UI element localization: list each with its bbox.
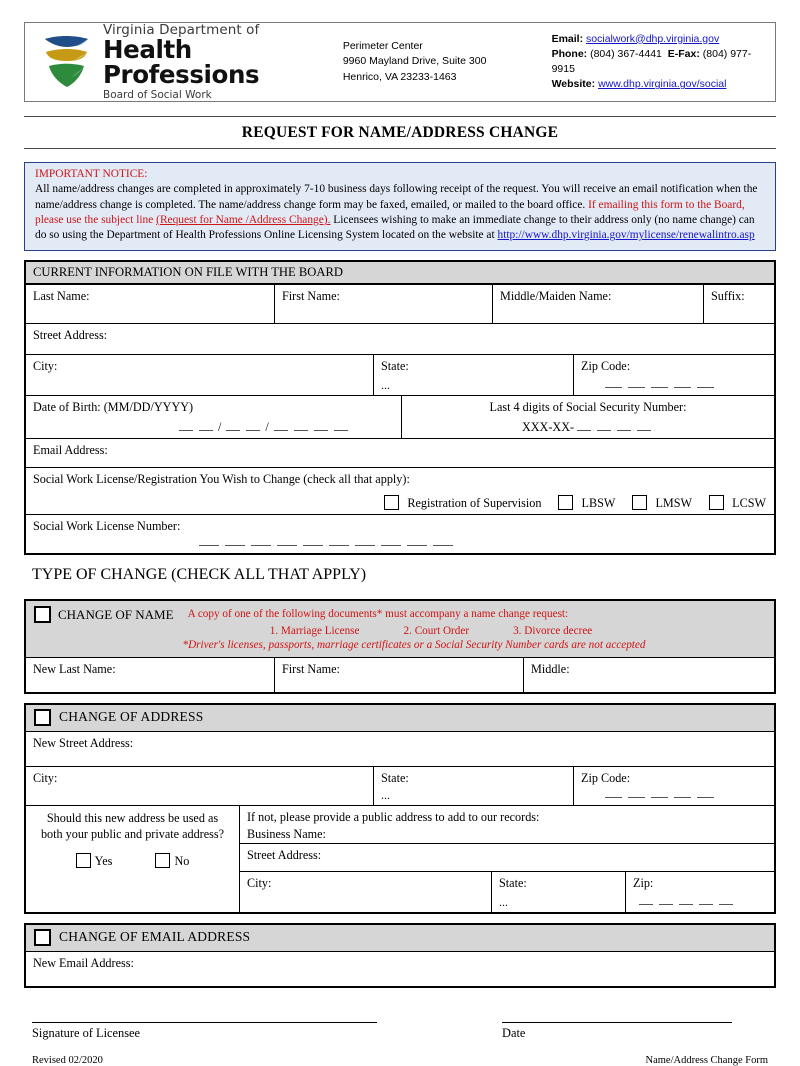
public-city-state-zip-row	[240, 872, 774, 912]
date-of-birth-label: Date of Birth: (MM/DD/YYYY)	[33, 399, 194, 414]
checkbox-lbsw[interactable]	[558, 495, 573, 510]
email-link[interactable]: socialwork@dhp.virginia.gov	[586, 32, 720, 45]
checkbox-change-of-email[interactable]	[34, 929, 51, 946]
form-name-footer: Name/Address Change Form	[645, 1054, 768, 1066]
agency-logo	[27, 21, 343, 101]
ssn-label: Last 4 digits of Social Security Number:	[489, 399, 687, 414]
public-state-label: State:	[499, 875, 527, 890]
public-street-address-field[interactable]	[240, 844, 774, 872]
license-type-row	[26, 468, 774, 515]
address-line-2: 9960 Mayland Drive, Suite 300	[342, 55, 487, 68]
license-type-options	[384, 495, 768, 511]
website-label: Website:	[551, 78, 596, 91]
city-label: City:	[33, 358, 58, 373]
checkbox-registration-of-supervision[interactable]	[384, 495, 399, 510]
agency-address	[343, 39, 522, 85]
middle-maiden-name-label: Middle/Maiden Name:	[500, 288, 612, 303]
public-zip-label: Zip:	[633, 875, 654, 890]
important-notice	[24, 162, 776, 251]
public-address-fields	[240, 806, 774, 912]
dob-ssn-row	[26, 396, 774, 439]
first-name-field[interactable]	[275, 285, 493, 323]
phone-label: Phone:	[551, 47, 588, 60]
notice-heading: IMPORTANT NOTICE:	[35, 168, 148, 180]
new-zip-code-blanks[interactable]	[602, 787, 717, 802]
address-line-1: Perimeter Center	[342, 40, 423, 53]
change-of-address-label: CHANGE OF ADDRESS	[59, 709, 204, 725]
state-dropdown-placeholder[interactable]: ...	[381, 377, 390, 392]
email-address-row	[26, 439, 774, 468]
new-name-row	[26, 658, 774, 692]
street-address-row	[26, 324, 774, 355]
public-zip-field[interactable]	[626, 872, 774, 912]
new-street-address-label: New Street Address:	[33, 735, 134, 750]
ssn-blanks[interactable]	[402, 420, 774, 435]
contact-email-row	[552, 32, 773, 47]
street-address-label: Street Address:	[33, 327, 108, 342]
suffix-label: Suffix:	[711, 288, 745, 303]
business-name-label: Business Name:	[247, 826, 326, 841]
doc-option-1: 1. Marriage License	[269, 624, 360, 637]
public-city-field[interactable]	[240, 872, 492, 912]
new-state-field[interactable]	[374, 767, 574, 805]
checkbox-yes[interactable]	[76, 853, 91, 868]
org-line-2: Health Professions	[103, 35, 260, 89]
checkbox-no[interactable]	[155, 853, 170, 868]
license-number-row	[26, 515, 774, 553]
online-licensing-link[interactable]: http://www.dhp.virginia.gov/mylicense/renewalintro.asp	[497, 229, 755, 242]
public-prompt-and-business-name[interactable]	[240, 806, 774, 844]
zip-code-field[interactable]	[574, 355, 774, 395]
contact-website-row	[552, 77, 773, 92]
new-first-name-label: First Name:	[282, 661, 340, 676]
email-address-label: Email Address:	[33, 442, 108, 457]
checkbox-lmsw[interactable]	[632, 495, 647, 510]
license-number-blanks[interactable]	[196, 535, 456, 550]
org-line-3: Board of Social Work	[103, 89, 212, 101]
first-name-label: First Name:	[282, 288, 340, 303]
option-label-lcsw: LCSW	[732, 495, 766, 510]
new-email-row	[26, 952, 774, 986]
change-of-name-header	[26, 601, 774, 658]
new-street-address-field[interactable]	[26, 732, 774, 766]
new-city-state-zip-row	[26, 767, 774, 806]
name-row	[26, 285, 774, 324]
change-of-name-doc-list	[34, 625, 768, 637]
change-of-email-label: CHANGE OF EMAIL ADDRESS	[59, 929, 251, 945]
page-footer	[24, 1041, 776, 1066]
date-label: Date	[502, 1025, 526, 1040]
city-state-zip-row	[26, 355, 774, 396]
current-information-section	[24, 260, 776, 555]
license-type-label: Social Work License/Registration You Wish to Change (check all that apply):	[33, 471, 410, 486]
yes-label: Yes	[94, 854, 113, 869]
public-state-field[interactable]	[492, 872, 626, 912]
form-title-block	[24, 116, 776, 149]
license-number-label: Social Work License Number:	[33, 518, 181, 533]
last-name-field[interactable]	[26, 285, 275, 323]
address-line-3: Henrico, VA 23233-1463	[342, 70, 457, 83]
new-city-label: City:	[33, 770, 58, 785]
doc-option-2: 2. Court Order	[403, 624, 470, 637]
org-line-1: Virginia Department of	[103, 21, 260, 38]
current-information-header: CURRENT INFORMATION ON FILE WITH THE BOARD	[26, 262, 774, 285]
ssn-field[interactable]	[402, 396, 774, 438]
form-page	[0, 22, 800, 1066]
change-of-name-section	[24, 599, 776, 694]
checkbox-change-of-name[interactable]	[34, 606, 51, 623]
zip-code-label: Zip Code:	[581, 358, 631, 373]
option-label-lbsw: LBSW	[581, 495, 616, 510]
page-title: REQUEST FOR NAME/ADDRESS CHANGE	[241, 124, 559, 141]
notice-text-red: If emailing this form to the Board, please use the subject line	[35, 198, 745, 226]
agency-header	[24, 22, 776, 102]
email-address-field[interactable]	[26, 439, 774, 467]
notice-text-1: All name/address changes are completed in approximately 7-10 business days following receipt of the request. You will receive an email notification when the name/address change is completed. The name/address change form may be faxed, emailed, or mailed to the board office.	[35, 183, 758, 211]
state-field[interactable]	[374, 355, 574, 395]
option-yes[interactable]	[76, 853, 113, 870]
new-state-label: State:	[381, 770, 409, 785]
new-middle-name-label: Middle:	[531, 661, 570, 676]
signature-block	[32, 1022, 377, 1041]
city-field[interactable]	[26, 355, 374, 395]
efax-value: (804) 977-9915	[551, 47, 752, 75]
public-state-dropdown-placeholder[interactable]: ...	[499, 894, 508, 909]
checkbox-lcsw[interactable]	[709, 495, 724, 510]
agency-logo-text	[103, 21, 343, 101]
date-of-birth-blanks[interactable]: / /	[176, 420, 351, 435]
change-of-email-header	[26, 925, 774, 952]
website-link[interactable]: www.dhp.virginia.gov/social	[598, 78, 727, 91]
change-of-name-header-top	[34, 606, 768, 623]
type-of-change-title: TYPE OF CHANGE (CHECK ALL THAT APPLY)	[32, 565, 367, 583]
zip-code-blanks[interactable]	[602, 377, 717, 392]
efax-label: E-Fax:	[667, 47, 700, 60]
new-zip-code-field[interactable]	[574, 767, 774, 805]
new-zip-code-label: Zip Code:	[581, 770, 631, 785]
public-street-address-label: Street Address:	[247, 847, 322, 862]
change-of-name-label: CHANGE OF NAME	[58, 606, 174, 622]
date-of-birth-field[interactable]	[26, 396, 402, 438]
street-address-field[interactable]	[26, 324, 774, 354]
new-email-label: New Email Address:	[33, 955, 134, 970]
option-no[interactable]	[155, 853, 189, 870]
new-last-name-label: New Last Name:	[33, 661, 116, 676]
signature-label: Signature of Licensee	[32, 1025, 141, 1040]
change-of-address-section	[24, 703, 776, 914]
checkbox-change-of-address[interactable]	[34, 709, 51, 726]
new-last-name-field[interactable]	[26, 658, 275, 692]
doc-option-3: 3. Divorce decree	[513, 624, 593, 637]
revised-date: Revised 02/2020	[32, 1054, 103, 1066]
new-state-dropdown-placeholder[interactable]: ...	[381, 787, 390, 802]
phone-value: (804) 367-4441	[590, 47, 662, 60]
last-name-label: Last Name:	[33, 288, 90, 303]
shield-logo-icon	[41, 33, 93, 91]
no-label: No	[174, 854, 190, 869]
license-type-field	[26, 468, 774, 514]
signature-area	[24, 1022, 776, 1041]
notice-text-2: Licensees wishing to make an immediate change to their address only (no name change) can do so using the Department of Health Professions Online Licensing System located on the website at	[35, 213, 755, 242]
suffix-field[interactable]	[704, 285, 774, 323]
ssn-prefix: XXX-XX-	[521, 419, 575, 434]
new-middle-name-field[interactable]	[524, 658, 774, 692]
public-address-row	[26, 806, 774, 912]
change-of-name-note: A copy of one of the following documents* must accompany a name change request:	[187, 607, 569, 620]
new-street-address-row	[26, 732, 774, 767]
new-city-field[interactable]	[26, 767, 374, 805]
public-private-question-line-1: Should this new address be used as	[46, 810, 219, 825]
email-label: Email:	[551, 32, 584, 45]
license-number-field[interactable]	[26, 515, 774, 553]
state-label: State:	[381, 358, 409, 373]
option-label-lmsw: LMSW	[655, 495, 693, 510]
option-label-registration-of-supervision: Registration of Supervision	[407, 495, 542, 510]
public-private-question	[26, 806, 240, 912]
change-of-name-footnote: *Driver's licenses, passports, marriage certificates or a Social Security Number cards are not accepted	[182, 638, 646, 651]
public-zip-blanks[interactable]	[636, 894, 736, 909]
notice-subject-line: (Request for Name /Address Change).	[156, 213, 331, 226]
notice-body	[35, 182, 767, 243]
public-private-answer-options	[30, 853, 235, 870]
date-block	[502, 1022, 732, 1041]
change-of-email-section	[24, 923, 776, 988]
change-of-address-header	[26, 705, 774, 732]
public-private-question-line-2: both your public and private address?	[40, 826, 225, 841]
public-address-prompt: If not, please provide a public address to add to our records:	[247, 809, 540, 824]
agency-contact	[552, 32, 773, 93]
title-rule-bottom	[24, 148, 776, 149]
new-email-field[interactable]	[26, 952, 774, 986]
new-first-name-field[interactable]	[275, 658, 524, 692]
public-city-label: City:	[247, 875, 272, 890]
middle-maiden-name-field[interactable]	[493, 285, 704, 323]
contact-phone-row	[552, 47, 773, 77]
